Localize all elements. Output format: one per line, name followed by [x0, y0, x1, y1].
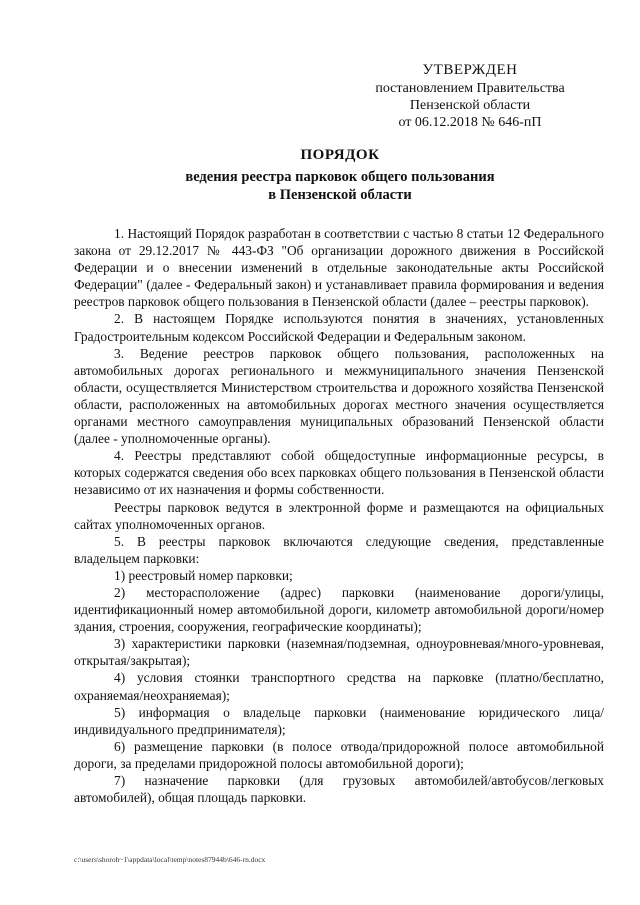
approval-line-2: Пензенской области: [409, 98, 531, 113]
document-title: [80, 146, 600, 204]
approval-block: [350, 62, 590, 131]
list-item-4: 4) условия стоянки транспортного средства на парковке (платно/бесплатно, охраняемая/неохраняемая);: [74, 670, 604, 703]
list-item-7: 7) назначение парковки (для грузовых автомобилей/автобусов/легковых автомобилей), общая площадь парковки.: [74, 773, 604, 806]
approval-title: УТВЕРЖДЕН: [422, 62, 518, 78]
paragraph-4: 4. Реестры представляют собой общедоступные информационные ресурсы, в которых содержатся сведения обо всех парковках общего пользования в Пензенской области независимо от их назначения и формы собственности.: [74, 448, 604, 498]
approval-line-1: постановлением Правительства: [375, 81, 565, 96]
paragraph-3: 3. Ведение реестров парковок общего пользования, расположенных на автомобильных дорогах регионального и межмуниципального значения Пензенской области, осуществляется Министерством строительства и дорожного хозяйства Пензенской области, расположенных на автомобильных дорогах местного значения осуществляется органами местного самоуправления муниципальных образований Пензенской области (далее - уполномоченные органы).: [74, 345, 604, 447]
title-line-1: ведения реестра парковок общего пользования: [185, 169, 495, 185]
paragraph-1: 1. Настоящий Порядок разработан в соответствии с частью 8 статьи 12 Федерального закона от 29.12.2017 № 443-ФЗ "Об организации дорожного движения в Российской Федерации и о внесении изменений в отдельные законодательные акты Российской Федерации" (далее - Федеральный закон) и устанавливает правила формирования и ведения реестров парковок общего пользования в Пензенской области (далее – реестры парковок).: [74, 226, 604, 310]
title-line-2: в Пензенской области: [268, 187, 412, 203]
paragraph-5: 5. В реестры парковок включаются следующие сведения, представленные владельцем парковки:: [74, 533, 604, 566]
approval-line-3: от 06.12.2018 № 646-пП: [398, 115, 542, 130]
list-item-3: 3) характеристики парковки (наземная/подземная, одноуровневая/много-уровневая, открытая/закрытая);: [74, 636, 604, 669]
list-item-5: 5) информация о владельце парковки (наименование юридического лица/ индивидуального предпринимателя);: [74, 704, 604, 737]
list-item-1: 1) реестровый номер парковки;: [114, 567, 293, 583]
list-item-6: 6) размещение парковки (в полосе отвода/придорожной полосе автомобильной дороги, за пределами придорожной полосы автомобильной дороги);: [74, 738, 604, 771]
paragraph-2: 2. В настоящем Порядке используются понятия в значениях, установленных Градостроительным кодексом Российской Федерации и Федеральным законом.: [74, 311, 604, 344]
document-body: [74, 225, 604, 806]
title-main: ПОРЯДОК: [300, 147, 380, 163]
list-item-2: 2) месторасположение (адрес) парковки (наименование дороги/улицы, идентификационный номер автомобильной дороги, километр автомобильной дороги/номер здания, строения, сооружения, географические координаты);: [74, 584, 604, 635]
file-path-footer: c:\users\shoroh~1\appdata\local\temp\notes87944b\646-rn.docx: [74, 855, 266, 864]
paragraph-4-continued: Реестры парковок ведутся в электронной форме и размещаются на официальных сайтах уполномоченных органов.: [74, 499, 604, 532]
